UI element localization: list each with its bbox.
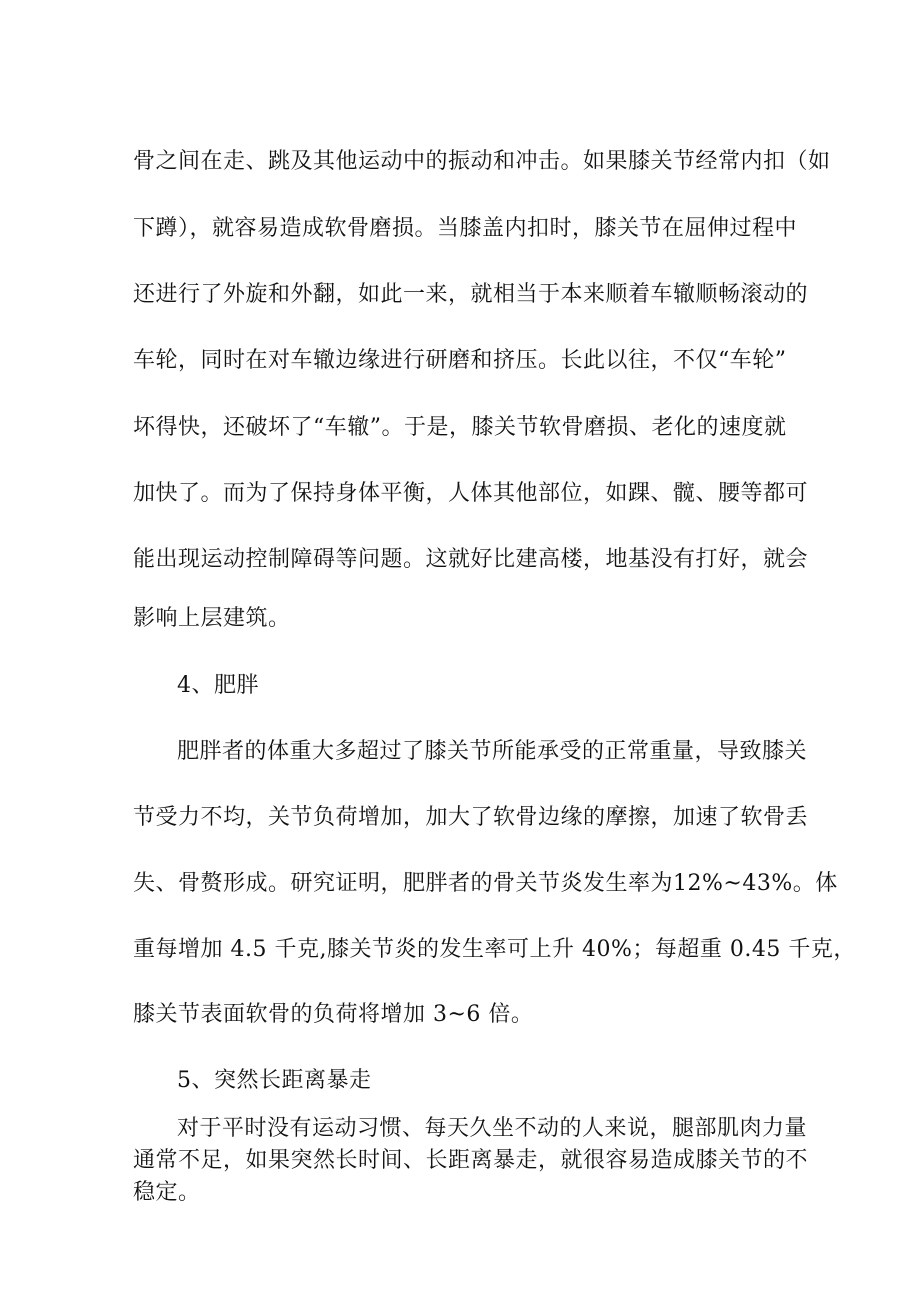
text-line: 加快了。而为了保持身体平衡，人体其他部位，如踝、髋、腰等都可 — [133, 481, 809, 506]
text-line: 下蹲），就容易造成软骨磨损。当膝盖内扣时，膝关节在屈伸过程中 — [133, 216, 798, 241]
text-line: 骨之间在走、跳及其他运动中的振动和冲击。如果膝关节经常内扣（如 — [133, 149, 831, 174]
text-line: 通常不足，如果突然长时间、长距离暴走，就很容易造成膝关节的不 — [133, 1148, 809, 1173]
text-line: 还进行了外旋和外翻，如此一来，就相当于本来顺着车辙顺畅滚动的 — [133, 282, 809, 307]
text-line: 肥胖者的体重大多超过了膝关节所能承受的正常重量，导致膝关 — [177, 739, 808, 764]
text-line: 影响上层建筑。 — [133, 606, 291, 631]
text-line: 膝关节表面软骨的负荷将增加 3~6 倍。 — [133, 1002, 534, 1027]
text-line: 能出现运动控制障碍等问题。这就好比建高楼，地基没有打好，就会 — [133, 547, 809, 572]
text-line: 失、骨赘形成。研究证明，肥胖者的骨关节炎发生率为12%~43%。体 — [133, 871, 838, 896]
text-line: 重每增加 4.5 千克,膝关节炎的发生率可上升 40%；每超重 0.45 千克， — [133, 937, 856, 962]
text-line: 节受力不均，关节负荷增加，加大了软骨边缘的摩擦，加速了软骨丢 — [133, 805, 809, 830]
text-line: 坏得快，还破坏了“车辙”。于是，膝关节软骨磨损、老化的速度就 — [133, 415, 787, 440]
text-line: 车轮，同时在对车辙边缘进行研磨和挤压。长此以往，不仅“车轮” — [133, 348, 787, 373]
section-heading-obesity: 4、肥胖 — [177, 673, 259, 698]
text-line: 对于平时没有运动习惯、每天久坐不动的人来说，腿部肌肉力量 — [177, 1116, 808, 1141]
section-heading-sudden-walk: 5、突然长距离暴走 — [177, 1068, 372, 1093]
text-line: 稳定。 — [133, 1180, 201, 1205]
